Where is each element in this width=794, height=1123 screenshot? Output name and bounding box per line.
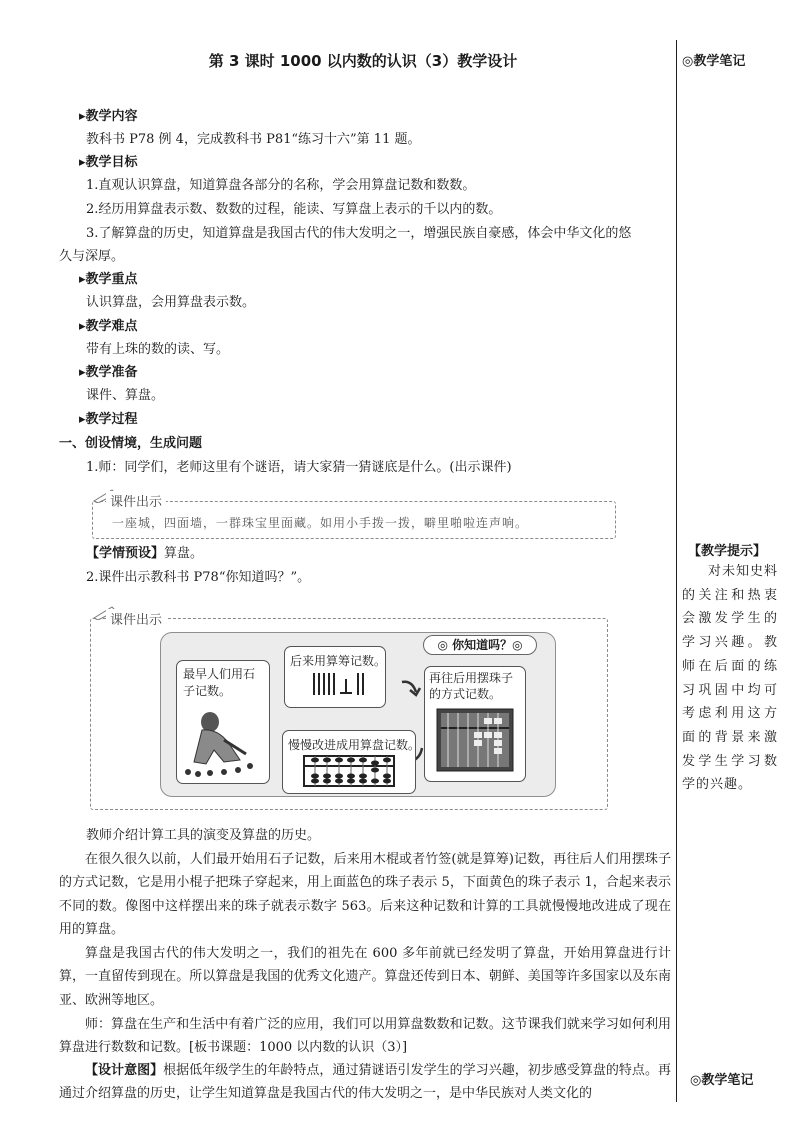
teaching-tip-title: 【教学提示】 bbox=[688, 544, 767, 559]
content-text: 教科书 P78 例 4，完成教科书 P81“练习十六”第 11 题。 bbox=[86, 132, 421, 147]
margin-divider bbox=[676, 40, 677, 1102]
bead-board-figure bbox=[436, 708, 514, 772]
heading-difficulty: ▸教学难点 bbox=[79, 319, 138, 334]
courseware-tag: 课件出示 bbox=[106, 609, 166, 628]
preset-label: 【学情预设】 bbox=[86, 546, 165, 561]
body-paragraph-3-text: 师：算盘在生产和生活中有着广泛的应用，我们可以用算盘数数和记数。这节课我们就来学习如何利用算盘进行数数和记数。[板书课题：1000 以内数的认识（3）] bbox=[59, 1017, 671, 1056]
abacus-figure bbox=[303, 755, 395, 787]
difficulty-text: 带有上珠的数的读、写。 bbox=[86, 342, 230, 357]
design-intent-text: 根据低年级学生的年龄特点，通过猜谜语引发学生的学习兴趣，初步感受算盘的特点。再通过介绍算盘的历史，让学生知道算盘是我国古代的伟大发明之一，是中华民族对人类文化的 bbox=[59, 1063, 671, 1102]
bead-caption: 再往后用摆珠子的方式记数。 bbox=[429, 671, 514, 701]
did-you-know-badge: ◎ 你知道吗？◎ bbox=[423, 635, 537, 655]
teaching-tip-text: 对未知史料的关注和热衷会激发学生的学习兴趣。教师在后面的练习巩固中均可考虑利用这方面的背景来激发学生学习数学的兴趣。 bbox=[682, 564, 779, 793]
heading-content: ▸教学内容 bbox=[79, 109, 138, 124]
stone-caption: 最早人们用石子记数。 bbox=[183, 667, 256, 698]
body-paragraph-1: 在很久很久以前，人们最开始用石子记数，后来用木棍或者竹签(就是算筹)记数，再往后人们用摆珠子的方式记数，它是用小棍子把珠子穿起来，用上面蓝色的珠子表示 5，下面黄色的珠子表示 1，合起来表示不同的数。像图中这样摆出来的珠子就表示数字 563。后来这种记数和计算的工具就慢慢地改进成了现在用的算盘。 bbox=[59, 852, 671, 938]
courseware-tag: 课件出示 bbox=[106, 491, 166, 510]
abacus-caption: 慢慢改进成用算盘记数。 bbox=[288, 738, 421, 752]
preset-line bbox=[86, 543, 203, 565]
body-intro: 教师介绍计算工具的演变及算盘的历史。 bbox=[86, 828, 321, 843]
notes-heading-top: ◎教学笔记 bbox=[682, 54, 746, 69]
counting-rods-figure bbox=[310, 671, 370, 697]
step-1: 1.师：同学们，老师这里有个谜语，请大家猜一猜谜底是什么。(出示课件) bbox=[86, 460, 512, 475]
key-text: 认识算盘，会用算盘表示数。 bbox=[86, 295, 256, 310]
heading-prep: ▸教学准备 bbox=[79, 365, 138, 380]
stone-counting-figure bbox=[180, 700, 266, 778]
goal-3: 3.了解算盘的历史，知道算盘是我国古代的伟大发明之一，增强民族自豪感，体会中华文化的悠 bbox=[86, 226, 632, 241]
riddle-text: 一座城，四面墙，一群珠宝里面藏。如用小手拨一拨，噼里啪啦连声响。 bbox=[112, 516, 529, 530]
section-1-heading: 一、创设情境，生成问题 bbox=[59, 436, 203, 451]
design-intent bbox=[59, 1059, 671, 1106]
body-paragraph-3 bbox=[59, 1013, 671, 1060]
arrow-icon bbox=[398, 676, 424, 698]
goal-1: 1.直观认识算盘，知道算盘各部分的名称，学会用算盘记数和数数。 bbox=[86, 178, 476, 193]
preset-text: 算盘。 bbox=[164, 546, 204, 561]
prep-text: 课件、算盘。 bbox=[86, 388, 165, 403]
goal-3-cont: 久与深厚。 bbox=[59, 249, 125, 264]
design-intent-label: 【设计意图】 bbox=[85, 1063, 164, 1078]
body-paragraph-2: 算盘是我国古代的伟大发明之一，我们的祖先在 600 多年前就已经发明了算盘，开始用算盘进行计算，一直留传到现在。所以算盘是我国的优秀文化遗产。算盘还传到日本、朝鲜、美国等许多国家以及东南亚、欧洲等地区。 bbox=[59, 946, 671, 1008]
step-2: 2.课件出示教科书 P78“你知道吗？”。 bbox=[86, 570, 311, 585]
page-title: 第 3 课时 1000 以内数的认识（3）教学设计 bbox=[208, 52, 518, 70]
heading-goal: ▸教学目标 bbox=[79, 155, 138, 170]
rod-caption: 后来用算筹记数。 bbox=[290, 654, 387, 668]
notes-heading-bottom: ◎教学笔记 bbox=[690, 1073, 754, 1088]
heading-process: ▸教学过程 bbox=[79, 412, 138, 427]
heading-key: ▸教学重点 bbox=[79, 272, 138, 287]
goal-2: 2.经历用算盘表示数、数数的过程，能读、写算盘上表示的千以内的数。 bbox=[86, 202, 502, 217]
